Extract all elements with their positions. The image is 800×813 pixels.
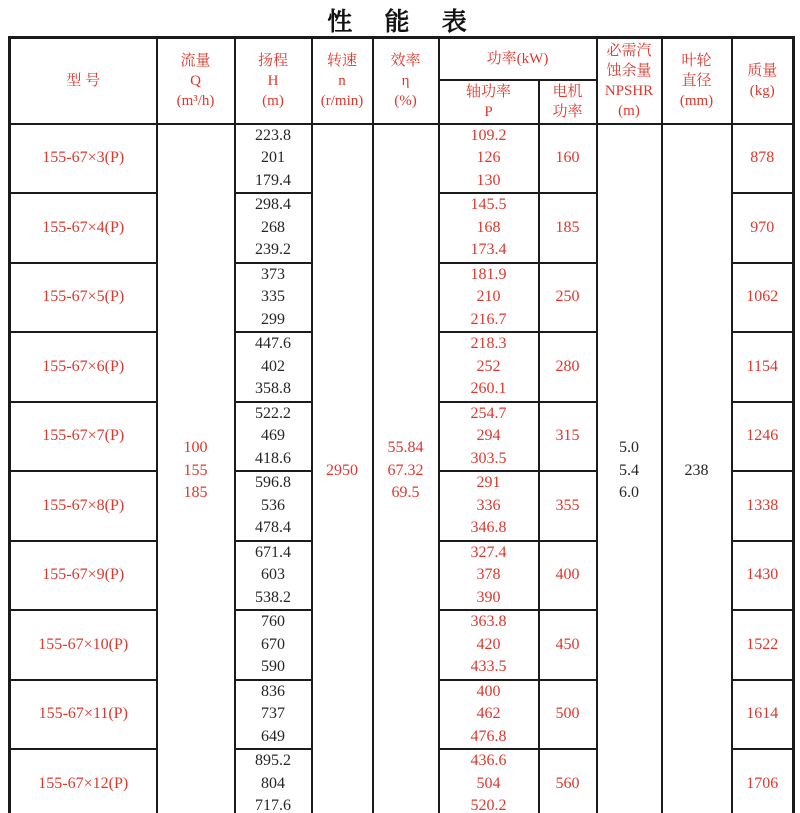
performance-table: [8, 36, 795, 813]
model-cell: 155-67×8(P): [10, 471, 157, 541]
motor-power-cell: 450: [539, 610, 597, 680]
motor-power-cell: 160: [539, 124, 597, 194]
model-cell: 155-67×6(P): [10, 332, 157, 402]
shaft-power-cell: 363.8 420 433.5: [439, 610, 539, 680]
table-row: [10, 124, 794, 194]
motor-power-cell: 355: [539, 471, 597, 541]
speed-cell: 2950: [312, 124, 373, 813]
mass-cell: 1246: [732, 402, 794, 472]
flow-cell: 100 155 185: [157, 124, 235, 813]
mass-cell: 1614: [732, 680, 794, 750]
model-cell: 155-67×3(P): [10, 124, 157, 194]
header-head: 扬程 H (m): [235, 38, 312, 124]
impeller-cell: 238: [662, 124, 732, 813]
motor-power-cell: 400: [539, 541, 597, 611]
head-cell: 895.2 804 717.6: [235, 749, 312, 813]
mass-cell: 878: [732, 124, 794, 194]
shaft-power-cell: 436.6 504 520.2: [439, 749, 539, 813]
model-cell: 155-67×7(P): [10, 402, 157, 472]
header-efficiency: 效率 η (%): [373, 38, 439, 124]
head-cell: 836 737 649: [235, 680, 312, 750]
header-speed: 转速 n (r/min): [312, 38, 373, 124]
shaft-power-cell: 400 462 476.8: [439, 680, 539, 750]
head-cell: 373 335 299: [235, 263, 312, 333]
header-model: 型 号: [10, 38, 157, 124]
shaft-power-cell: 145.5 168 173.4: [439, 193, 539, 263]
model-cell: 155-67×4(P): [10, 193, 157, 263]
model-cell: 155-67×5(P): [10, 263, 157, 333]
mass-cell: 1522: [732, 610, 794, 680]
shaft-power-cell: 291 336 346.8: [439, 471, 539, 541]
mass-cell: 1154: [732, 332, 794, 402]
mass-cell: 1338: [732, 471, 794, 541]
shaft-power-cell: 254.7 294 303.5: [439, 402, 539, 472]
model-cell: 155-67×12(P): [10, 749, 157, 813]
header-mass: 质量 (kg): [732, 38, 794, 124]
header-npshr: 必需汽 蚀余量 NPSHR (m): [597, 38, 662, 124]
npshr-cell: 5.0 5.4 6.0: [597, 124, 662, 813]
table-header: [10, 38, 794, 124]
header-row-1: [10, 38, 794, 80]
page-title: 性 能 表: [327, 9, 473, 36]
motor-power-cell: 315: [539, 402, 597, 472]
motor-power-cell: 185: [539, 193, 597, 263]
model-cell: 155-67×9(P): [10, 541, 157, 611]
head-cell: 596.8 536 478.4: [235, 471, 312, 541]
head-cell: 447.6 402 358.8: [235, 332, 312, 402]
mass-cell: 970: [732, 193, 794, 263]
head-cell: 522.2 469 418.6: [235, 402, 312, 472]
head-cell: 671.4 603 538.2: [235, 541, 312, 611]
model-cell: 155-67×10(P): [10, 610, 157, 680]
shaft-power-cell: 327.4 378 390: [439, 541, 539, 611]
motor-power-cell: 280: [539, 332, 597, 402]
header-motor-power: 电机 功率: [539, 80, 597, 124]
header-impeller: 叶轮 直径 (mm): [662, 38, 732, 124]
head-cell: 298.4 268 239.2: [235, 193, 312, 263]
header-power-group: 功率(kW): [439, 38, 597, 80]
model-cell: 155-67×11(P): [10, 680, 157, 750]
motor-power-cell: 500: [539, 680, 597, 750]
motor-power-cell: 250: [539, 263, 597, 333]
motor-power-cell: 560: [539, 749, 597, 813]
shaft-power-cell: 181.9 210 216.7: [439, 263, 539, 333]
shaft-power-cell: 218.3 252 260.1: [439, 332, 539, 402]
header-shaft-power: 轴功率 P: [439, 80, 539, 124]
header-flow: 流量 Q (m³/h): [157, 38, 235, 124]
efficiency-cell: 55.84 67.32 69.5: [373, 124, 439, 813]
mass-cell: 1706: [732, 749, 794, 813]
mass-cell: 1062: [732, 263, 794, 333]
head-cell: 760 670 590: [235, 610, 312, 680]
table-body: [10, 124, 794, 813]
mass-cell: 1430: [732, 541, 794, 611]
shaft-power-cell: 109.2 126 130: [439, 124, 539, 194]
head-cell: 223.8 201 179.4: [235, 124, 312, 194]
